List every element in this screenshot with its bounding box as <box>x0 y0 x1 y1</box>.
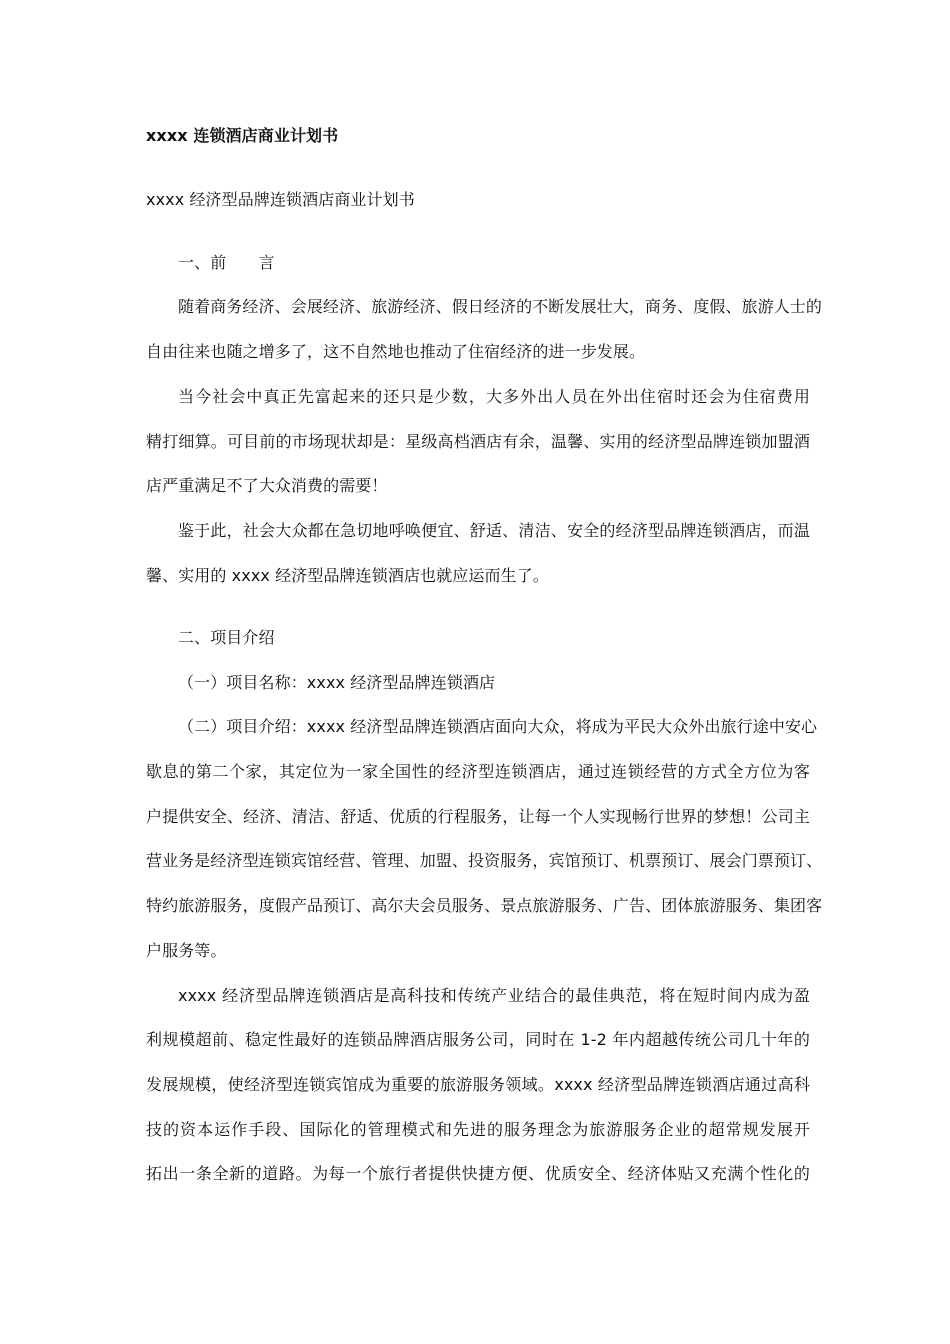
section2-item2-line3: 户提供安全、经济、清洁、舒适、优质的行程服务，让每一个人实现畅行世界的梦想！公司主 <box>146 807 810 826</box>
section1-p3-line2: 馨、实用的 xxxx 经济型品牌连锁酒店也就应运而生了。 <box>146 566 549 585</box>
document-title: xxxx 连锁酒店商业计划书 <box>146 126 339 145</box>
section1-p2-line3: 店严重满足不了大众消费的需要！ <box>146 476 388 495</box>
section1-p3-line1: 鉴于此，社会大众都在急切地呼唤便宜、舒适、清洁、安全的经济型品牌连锁酒店，而温 <box>178 521 810 540</box>
document-subtitle: xxxx 经济型品牌连锁酒店商业计划书 <box>146 190 415 209</box>
section1-p1-line2: 自由往来也随之增多了，这不自然地也推动了住宿经济的进一步发展。 <box>146 342 646 361</box>
section2-item2-line6: 户服务等。 <box>146 941 227 960</box>
section2-para-line3: 发展规模，使经济型连锁宾馆成为重要的旅游服务领域。xxxx 经济型品牌连锁酒店通过高科 <box>146 1075 810 1094</box>
section1-p1-line1: 随着商务经济、会展经济、旅游经济、假日经济的不断发展壮大，商务、度假、旅游人士的 <box>178 297 823 316</box>
section1-heading: 一、前 言 <box>178 253 275 272</box>
section2-para-line1: xxxx 经济型品牌连锁酒店是高科技和传统产业结合的最佳典范，将在短时间内成为盈 <box>178 986 810 1005</box>
section2-item1: （一）项目名称：xxxx 经济型品牌连锁酒店 <box>178 673 496 692</box>
section2-item2-line2: 歇息的第二个家，其定位为一家全国性的经济型连锁酒店，通过连锁经营的方式全方位为客 <box>146 762 810 781</box>
section2-item2-line1: （二）项目介绍：xxxx 经济型品牌连锁酒店面向大众，将成为平民大众外出旅行途中安心 <box>178 717 818 736</box>
section2-item2-line4: 营业务是经济型连锁宾馆经营、管理、加盟、投资服务，宾馆预订、机票预订、展会门票预订、 <box>146 851 823 870</box>
section1-p2-line2: 精打细算。可目前的市场现状却是：星级高档酒店有余，温馨、实用的经济型品牌连锁加盟酒 <box>146 432 810 451</box>
section2-para-line5: 拓出一条全新的道路。为每一个旅行者提供快捷方便、优质安全、经济体贴又充满个性化的 <box>146 1164 810 1183</box>
section2-para-line4: 技的资本运作手段、国际化的管理模式和先进的服务理念为旅游服务企业的超常规发展开 <box>146 1120 810 1139</box>
section2-para-line2: 利规模超前、稳定性最好的连锁品牌酒店服务公司，同时在 1-2 年内超越传统公司几十年的 <box>146 1030 810 1049</box>
section1-p2-line1: 当今社会中真正先富起来的还只是少数，大多外出人员在外出住宿时还会为住宿费用 <box>178 387 810 406</box>
section2-item2-line5: 特约旅游服务，度假产品预订、高尔夫会员服务、景点旅游服务、广告、团体旅游服务、集团客 <box>146 896 823 915</box>
section2-heading: 二、项目介绍 <box>178 628 275 647</box>
